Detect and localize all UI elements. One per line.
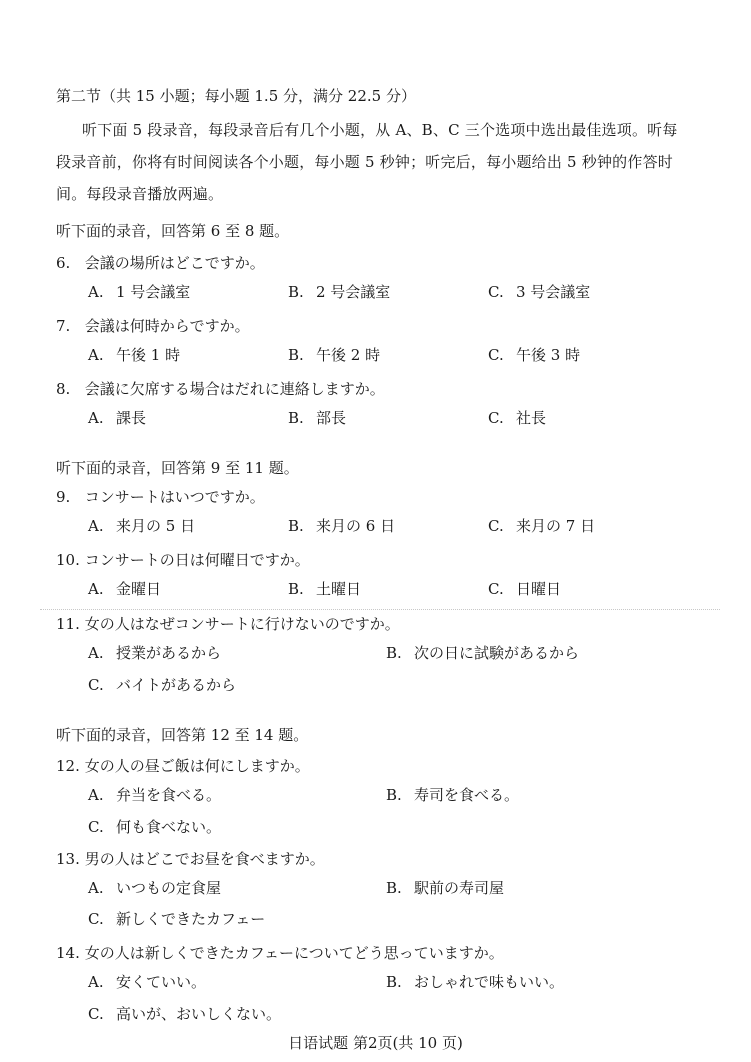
option-text: バイトがあるから	[116, 676, 237, 694]
instruction-line-3: 间。每段录音播放两遍。	[56, 185, 224, 203]
option-letter: A.	[88, 644, 104, 662]
option-b	[386, 785, 519, 805]
option-c	[88, 1004, 281, 1024]
option-c	[488, 516, 595, 536]
option-text: 3 号会議室	[516, 283, 591, 301]
option-text: 来月の 5 日	[116, 517, 196, 535]
option-text: 日曜日	[516, 580, 562, 598]
question-text: コンサートの日は何曜日ですか。	[84, 551, 310, 569]
option-text: 弁当を食べる。	[116, 786, 222, 804]
option-b	[288, 345, 380, 365]
option-letter: A.	[88, 283, 104, 301]
option-text: 寿司を食べる。	[414, 786, 520, 804]
option-letter: A.	[88, 973, 104, 991]
question-text: 女の人の昼ご飯は何にしますか。	[84, 757, 310, 775]
option-letter: A.	[88, 786, 104, 804]
option-letter: B.	[288, 409, 304, 427]
group-instruction: 听下面的录音，回答第 12 至 14 题。	[56, 726, 309, 744]
option-letter: B.	[386, 973, 402, 991]
option-letter: C.	[88, 676, 104, 694]
question-12	[56, 756, 310, 776]
option-a	[88, 516, 195, 536]
question-number: 9.	[56, 488, 71, 506]
option-c	[488, 579, 561, 599]
question-number: 8.	[56, 380, 71, 398]
option-letter: C.	[88, 910, 104, 928]
option-letter: A.	[88, 346, 104, 364]
instruction-line-1: 听下面 5 段录音，每段录音后有几个小题，从 A、B、C 三个选项中选出最佳选项。听每	[82, 121, 678, 139]
option-letter: B.	[288, 283, 304, 301]
question-number: 6.	[56, 254, 71, 272]
option-letter: C.	[488, 580, 504, 598]
option-letter: B.	[386, 644, 402, 662]
option-letter: A.	[88, 879, 104, 897]
option-b	[288, 282, 390, 302]
option-b	[288, 408, 346, 428]
option-b	[386, 643, 579, 663]
option-text: 来月の 6 日	[316, 517, 396, 535]
question-number: 14.	[56, 944, 80, 962]
option-letter: B.	[386, 786, 402, 804]
section-title: 第二节（共 15 小题；每小题 1.5 分，满分 22.5 分）	[56, 87, 416, 105]
option-text: 午後 3 時	[516, 346, 581, 364]
option-text: 土曜日	[316, 580, 362, 598]
option-c	[488, 282, 590, 302]
question-text: コンサートはいつですか。	[84, 488, 265, 506]
option-text: 課長	[116, 409, 147, 427]
option-text: 金曜日	[116, 580, 162, 598]
option-a	[88, 345, 180, 365]
option-letter: B.	[288, 580, 304, 598]
question-text: 会議は何時からですか。	[84, 317, 250, 335]
group-instruction: 听下面的录音，回答第 9 至 11 题。	[56, 459, 299, 477]
option-a	[88, 282, 190, 302]
option-text: 駅前の寿司屋	[414, 879, 505, 897]
page-footer: 日语试题 第2页(共 10 页)	[288, 1034, 463, 1052]
option-text: 何も食べない。	[116, 818, 222, 836]
option-text: おしゃれで味もいい。	[414, 973, 565, 991]
question-14	[56, 943, 504, 963]
option-letter: C.	[488, 283, 504, 301]
option-text: いつもの定食屋	[116, 879, 222, 897]
question-text: 男の人はどこでお昼を食べますか。	[84, 850, 325, 868]
option-letter: A.	[88, 517, 104, 535]
option-text: 部長	[316, 409, 347, 427]
option-letter: C.	[88, 818, 104, 836]
option-text: 安くていい。	[116, 973, 207, 991]
option-letter: C.	[488, 346, 504, 364]
option-text: 午後 1 時	[116, 346, 181, 364]
question-8	[56, 379, 385, 399]
option-c	[488, 345, 580, 365]
option-text: 高いが、おいしくない。	[116, 1005, 282, 1023]
option-letter: A.	[88, 409, 104, 427]
question-10	[56, 550, 310, 570]
option-c	[88, 817, 221, 837]
option-a	[88, 579, 161, 599]
option-a	[88, 785, 221, 805]
question-number: 11.	[56, 615, 80, 633]
question-11	[56, 614, 400, 634]
option-text: 午後 2 時	[316, 346, 381, 364]
question-number: 7.	[56, 317, 71, 335]
option-letter: B.	[386, 879, 402, 897]
option-letter: C.	[488, 409, 504, 427]
option-text: 2 号会議室	[316, 283, 391, 301]
group-instruction: 听下面的录音，回答第 6 至 8 题。	[56, 222, 290, 240]
option-text: 社長	[516, 409, 547, 427]
question-text: 女の人は新しくできたカフェーについてどう思っていますか。	[84, 944, 504, 962]
option-b	[386, 972, 564, 992]
option-letter: A.	[88, 580, 104, 598]
option-c	[88, 909, 265, 929]
divider-line	[40, 609, 720, 610]
option-c	[488, 408, 546, 428]
question-6	[56, 253, 265, 273]
option-a	[88, 878, 221, 898]
option-a	[88, 643, 221, 663]
option-a	[88, 972, 206, 992]
question-9	[56, 487, 265, 507]
option-b	[288, 516, 395, 536]
question-text: 女の人はなぜコンサートに行けないのですか。	[84, 615, 400, 633]
option-b	[288, 579, 361, 599]
option-b	[386, 878, 504, 898]
option-text: 1 号会議室	[116, 283, 191, 301]
option-letter: B.	[288, 346, 304, 364]
option-c	[88, 675, 236, 695]
option-letter: C.	[88, 1005, 104, 1023]
option-a	[88, 408, 146, 428]
option-text: 新しくできたカフェー	[116, 910, 266, 928]
option-letter: B.	[288, 517, 304, 535]
instruction-line-2: 段录音前，你将有时间阅读各个小题，每小题 5 秒钟；听完后，每小题给出 5 秒钟的作答时	[56, 153, 673, 171]
question-13	[56, 849, 325, 869]
option-text: 来月の 7 日	[516, 517, 596, 535]
question-number: 10.	[56, 551, 80, 569]
question-number: 12.	[56, 757, 80, 775]
option-letter: C.	[488, 517, 504, 535]
question-number: 13.	[56, 850, 80, 868]
question-7	[56, 316, 250, 336]
question-text: 会議に欠席する場合はだれに連絡しますか。	[84, 380, 385, 398]
option-text: 授業があるから	[116, 644, 222, 662]
option-text: 次の日に試験があるから	[414, 644, 580, 662]
question-text: 会議の場所はどこですか。	[84, 254, 265, 272]
